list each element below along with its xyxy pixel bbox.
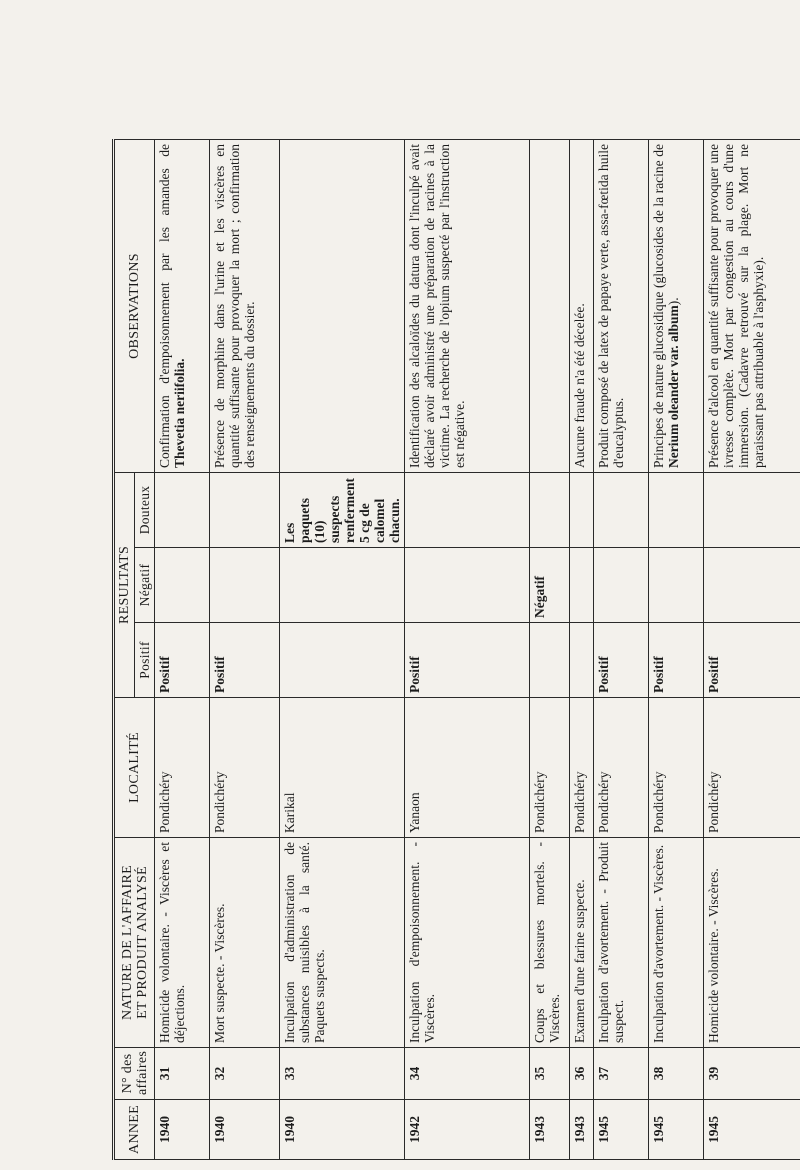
cell-douteux — [570, 473, 594, 548]
cell-localite: Yanaon — [405, 698, 530, 838]
nature-text: Inculpation d'avortement. - Viscères. — [651, 844, 666, 1043]
cell-localite: Karikal — [280, 698, 405, 838]
nature-text: Homicide volontaire. - Viscères et déjections. — [157, 842, 187, 1043]
cell-num: 34 — [405, 1048, 530, 1100]
header-positif: Positif — [135, 623, 155, 698]
cell-annee: 1945 — [649, 1100, 704, 1160]
observation-text — [572, 144, 587, 468]
observation-text — [706, 144, 766, 468]
cell-positif: Positif — [405, 623, 530, 698]
observation-species: Thevetia neriifolia. — [172, 358, 187, 468]
header-annee: ANNEE — [114, 1100, 155, 1160]
header-observations: OBSERVATIONS — [114, 140, 155, 473]
table-row — [594, 140, 649, 1160]
cell-num: 38 — [649, 1048, 704, 1100]
cell-douteux — [210, 473, 280, 548]
header-nature — [114, 838, 155, 1048]
observation-pre: Présence de morphine dans l'urine et les viscères en quantité suffisante pour provoquer la mort ; confirmation des renseignements du dossier. — [212, 144, 257, 468]
cell-num: 32 — [210, 1048, 280, 1100]
header-nature-line1: NATURE DE L'AFFAIRE — [119, 865, 135, 1020]
nature-text: Inculpation d'empoisonnement. - Viscères. — [407, 842, 437, 1043]
table-row — [155, 140, 210, 1160]
observation-text — [596, 144, 626, 468]
observation-post: ). — [666, 297, 681, 306]
cell-localite: Pondichéry — [594, 698, 649, 838]
cell-nature — [570, 838, 594, 1048]
cell-positif — [530, 623, 570, 698]
cell-douteux — [405, 473, 530, 548]
analysis-table — [112, 139, 800, 1160]
cell-observations — [704, 140, 800, 473]
cell-annee: 1943 — [530, 1100, 570, 1160]
cell-observations — [530, 140, 570, 473]
cell-annee: 1945 — [594, 1100, 649, 1160]
table-body — [155, 140, 800, 1160]
observation-pre: Principes de nature glucosidique (glucosides de la racine de — [651, 144, 666, 468]
cell-negatif: Négatif — [530, 548, 570, 623]
header-resultats: RESULTATS — [114, 473, 135, 698]
observation-pre: Présence d'alcool en quantité suffisante pour provoquer une ivresse complète. Mort par congestion au cours d'une immersion. (Cadavre retrouvé sur la plage. Mort ne paraissant pas attribuable à l'asphyxie). — [706, 144, 766, 468]
cell-negatif — [155, 548, 210, 623]
cell-nature — [530, 838, 570, 1048]
cell-negatif — [405, 548, 530, 623]
cell-num: 36 — [570, 1048, 594, 1100]
nature-text: Examen d'une farine suspecte. — [572, 879, 587, 1043]
cell-num: 37 — [594, 1048, 649, 1100]
observation-text — [407, 144, 467, 468]
cell-localite: Pondichéry — [155, 698, 210, 838]
cell-negatif — [570, 548, 594, 623]
cell-nature — [405, 838, 530, 1048]
observation-species: Nerium oleander var. album — [666, 305, 681, 468]
cell-nature — [594, 838, 649, 1048]
cell-positif: Positif — [155, 623, 210, 698]
cell-localite: Pondichéry — [530, 698, 570, 838]
nature-text: Inculpation d'avortement. - Produit suspect. — [596, 842, 626, 1043]
cell-observations — [649, 140, 704, 473]
header-num-line2: affaires — [134, 1050, 150, 1095]
cell-negatif — [594, 548, 649, 623]
observation-pre: Identification des alcaloïdes du datura dont l'inculpé avait déclaré avoir administré une préparation de racines à la victime. La recherche de l'opium suspecté par l'instruction est négative. — [407, 144, 467, 468]
cell-localite: Pondichéry — [704, 698, 800, 838]
table-header — [114, 140, 155, 1160]
cell-annee: 1943 — [570, 1100, 594, 1160]
cell-observations — [405, 140, 530, 473]
cell-annee: 1942 — [405, 1100, 530, 1160]
cell-annee: 1945 — [704, 1100, 800, 1160]
table-row — [405, 140, 530, 1160]
cell-positif — [570, 623, 594, 698]
header-negatif: Négatif — [135, 548, 155, 623]
nature-text: Coups et blessures mortels. - Viscères. — [532, 842, 562, 1043]
observation-text — [212, 144, 257, 468]
cell-negatif — [210, 548, 280, 623]
cell-nature — [280, 838, 405, 1048]
cell-douteux — [594, 473, 649, 548]
cell-negatif — [649, 548, 704, 623]
nature-text: Mort suspecte. - Viscères. — [212, 903, 227, 1043]
cell-positif: Positif — [210, 623, 280, 698]
cell-douteux — [155, 473, 210, 548]
cell-observations — [155, 140, 210, 473]
nature-text: Inculpation d'administration de substances nuisibles à la santé. Paquets suspects. — [282, 842, 327, 1043]
header-localite: LOCALITÉ — [114, 698, 155, 838]
table-row — [280, 140, 405, 1160]
header-num — [114, 1048, 155, 1100]
header-douteux: Douteux — [135, 473, 155, 548]
cell-observations — [210, 140, 280, 473]
observation-pre: Confirmation d'empoisonnement par les amandes de — [157, 144, 172, 468]
table-row — [570, 140, 594, 1160]
cell-nature — [210, 838, 280, 1048]
observation-pre: Produit composé de latex de papaye verte, assa-fœtida huile d'eucalyptus. — [596, 144, 626, 468]
cell-localite: Pondichéry — [570, 698, 594, 838]
cell-positif: Positif — [649, 623, 704, 698]
cell-negatif — [280, 548, 405, 623]
cell-num: 31 — [155, 1048, 210, 1100]
cell-annee: 1940 — [280, 1100, 405, 1160]
rotated-table-sheet — [112, 140, 800, 1160]
cell-douteux — [530, 473, 570, 548]
cell-num: 35 — [530, 1048, 570, 1100]
cell-negatif — [704, 548, 800, 623]
cell-num: 33 — [280, 1048, 405, 1100]
cell-positif: Positif — [704, 623, 800, 698]
cell-localite: Pondichéry — [210, 698, 280, 838]
cell-douteux — [704, 473, 800, 548]
cell-douteux: Les paquets (10) suspects renferment 5 cg de calomel chacun. — [280, 473, 405, 548]
header-nature-line2: ET PRODUIT ANALYSÉ — [134, 866, 150, 1019]
cell-localite: Pondichéry — [649, 698, 704, 838]
observation-text — [651, 144, 681, 468]
table-row — [649, 140, 704, 1160]
observation-pre: Aucune fraude n'a été décelée. — [572, 303, 587, 468]
cell-num: 39 — [704, 1048, 800, 1100]
header-num-line1: N° des — [119, 1053, 135, 1094]
table-row — [704, 140, 800, 1160]
cell-observations — [594, 140, 649, 473]
observation-text — [157, 144, 187, 468]
cell-annee: 1940 — [155, 1100, 210, 1160]
nature-text: Homicide volontaire. - Viscères. — [706, 868, 721, 1043]
cell-observations — [570, 140, 594, 473]
cell-nature — [649, 838, 704, 1048]
cell-annee: 1940 — [210, 1100, 280, 1160]
cell-nature — [155, 838, 210, 1048]
cell-douteux — [649, 473, 704, 548]
cell-positif — [280, 623, 405, 698]
cell-observations — [280, 140, 405, 473]
table-row — [530, 140, 570, 1160]
table-row — [210, 140, 280, 1160]
cell-nature — [704, 838, 800, 1048]
cell-positif: Positif — [594, 623, 649, 698]
